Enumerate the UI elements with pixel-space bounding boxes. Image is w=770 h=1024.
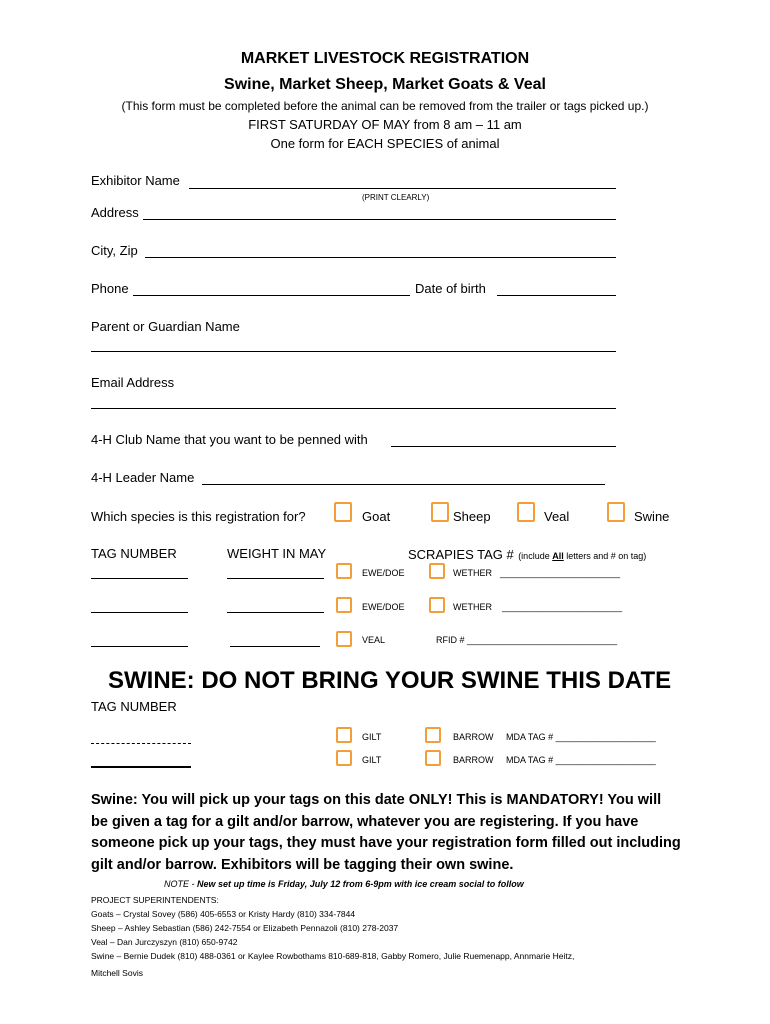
rfid-field[interactable]: RFID # ______________________________ [436, 635, 618, 645]
goat-option-label: Goat [362, 509, 391, 524]
swine-banner: SWINE: DO NOT BRING YOUR SWINE THIS DATE [108, 667, 672, 694]
barrow-checkbox[interactable] [425, 750, 441, 766]
species-question: Which species is this registration for? [91, 509, 306, 524]
barrow-label: BARROW [453, 755, 494, 765]
veal-checkbox[interactable] [517, 502, 535, 522]
date-of-birth-field[interactable] [497, 295, 616, 296]
gilt-checkbox[interactable] [336, 727, 352, 743]
phone-field[interactable] [133, 295, 410, 296]
form-title: MARKET LIVESTOCK REGISTRATION [240, 50, 530, 67]
exhibitor-name-field[interactable] [189, 188, 616, 189]
wether-tag-field[interactable]: ________________________ [502, 602, 623, 612]
parent-guardian-field[interactable] [91, 351, 616, 352]
ewe-doe-checkbox[interactable] [336, 597, 352, 613]
swine-tag-number-heading: TAG NUMBER [91, 699, 177, 714]
tag-number-field[interactable] [91, 612, 188, 613]
swine-tag-number-field[interactable] [91, 766, 191, 768]
exhibitor-name-label: Exhibitor Name [91, 173, 180, 188]
scrapies-tag-heading [408, 546, 646, 564]
date-line: FIRST SATURDAY OF MAY from 8 am – 11 am [248, 117, 522, 132]
club-name-label: 4-H Club Name that you want to be penned with [91, 432, 368, 447]
wether-checkbox[interactable] [429, 597, 445, 613]
goat-checkbox[interactable] [334, 502, 352, 522]
email-field[interactable] [91, 408, 616, 409]
gilt-checkbox[interactable] [336, 750, 352, 766]
swine-superintendent-cont: Mitchell Sovis [91, 968, 143, 978]
scrapies-tag-label: SCRAPIES TAG # [408, 547, 514, 562]
note-prefix: NOTE - [164, 879, 197, 889]
sheep-superintendent: Sheep – Ashley Sebastian (586) 242-7554 or Elizabeth Pennazoli (810) 278-2037 [91, 923, 399, 933]
swine-checkbox[interactable] [607, 502, 625, 522]
barrow-checkbox[interactable] [425, 727, 441, 743]
form-note: (This form must be completed before the animal can be removed from the trailer or tags picked up.) [121, 99, 649, 113]
weight-field[interactable] [227, 612, 324, 613]
gilt-label: GILT [362, 732, 382, 742]
setup-note-text: New set up time is Friday, July 12 from 6-9pm with ice cream social to follow [197, 879, 524, 889]
print-clearly-note: (PRINT CLEARLY) [362, 193, 430, 202]
veal-tag-checkbox[interactable] [336, 631, 352, 647]
city-zip-field[interactable] [145, 257, 616, 258]
scrapies-note-all: All [552, 551, 564, 561]
date-of-birth-label: Date of birth [415, 281, 486, 296]
setup-time-note [164, 879, 524, 889]
veal-tag-label: VEAL [362, 635, 386, 645]
form-subtitle: Swine, Market Sheep, Market Goats & Veal [224, 76, 546, 93]
address-label: Address [91, 205, 139, 220]
ewe-doe-label: EWE/DOE [362, 602, 405, 612]
weight-in-may-heading: WEIGHT IN MAY [227, 546, 327, 561]
tag-number-heading: TAG NUMBER [91, 546, 177, 561]
email-label: Email Address [91, 375, 175, 390]
weight-field[interactable] [227, 578, 324, 579]
swine-notice: Swine: You will pick up your tags on this date ONLY! This is MANDATORY! You will be given a tag for a gilt and/or barrow, whatever you are registering. If you have someone pick up your tags, they must have your registration form filled out including gilt and/or barrow. Exhibitors will be tagging their own swine. [91, 792, 681, 873]
veal-option-label: Veal [544, 509, 570, 524]
barrow-label: BARROW [453, 732, 494, 742]
wether-label: WETHER [453, 568, 492, 578]
veal-superintendent: Veal – Dan Jurczyszyn (810) 650-9742 [91, 937, 238, 947]
club-name-field[interactable] [391, 446, 616, 447]
tag-number-field[interactable] [91, 578, 188, 579]
gilt-label: GILT [362, 755, 382, 765]
scrapies-note-end: letters and # on tag) [563, 551, 647, 561]
ewe-doe-checkbox[interactable] [336, 563, 352, 579]
swine-option-label: Swine [634, 509, 670, 524]
ewe-doe-label: EWE/DOE [362, 568, 405, 578]
leader-name-field[interactable] [202, 484, 605, 485]
sheep-option-label: Sheep [453, 509, 491, 524]
mda-tag-field[interactable]: MDA TAG # ____________________ [506, 755, 656, 765]
superintendents-heading: PROJECT SUPERINTENDENTS: [91, 895, 219, 905]
one-form-line: One form for EACH SPECIES of animal [270, 136, 500, 151]
wether-tag-field[interactable]: ________________________ [500, 568, 621, 578]
weight-field[interactable] [230, 646, 320, 647]
phone-label: Phone [91, 281, 129, 296]
wether-checkbox[interactable] [429, 563, 445, 579]
parent-guardian-label: Parent or Guardian Name [91, 319, 240, 334]
goats-superintendent: Goats – Crystal Sovey (586) 405-6553 or Kristy Hardy (810) 334-7844 [91, 909, 356, 919]
wether-label: WETHER [453, 602, 492, 612]
leader-name-label: 4-H Leader Name [91, 470, 195, 485]
city-zip-label: City, Zip [91, 243, 138, 258]
swine-tag-number-field[interactable] [91, 743, 191, 744]
tag-number-field[interactable] [91, 646, 188, 647]
mda-tag-field[interactable]: MDA TAG # ____________________ [506, 732, 656, 742]
sheep-checkbox[interactable] [431, 502, 449, 522]
swine-superintendent: Swine – Bernie Dudek (810) 488-0361 or Kaylee Rowbothams 810-689-818, Gabby Romero, Julie Ruemenapp, Annmarie Heitz, [91, 951, 575, 961]
address-field[interactable] [143, 219, 616, 220]
scrapies-note-start: (include [518, 551, 553, 561]
